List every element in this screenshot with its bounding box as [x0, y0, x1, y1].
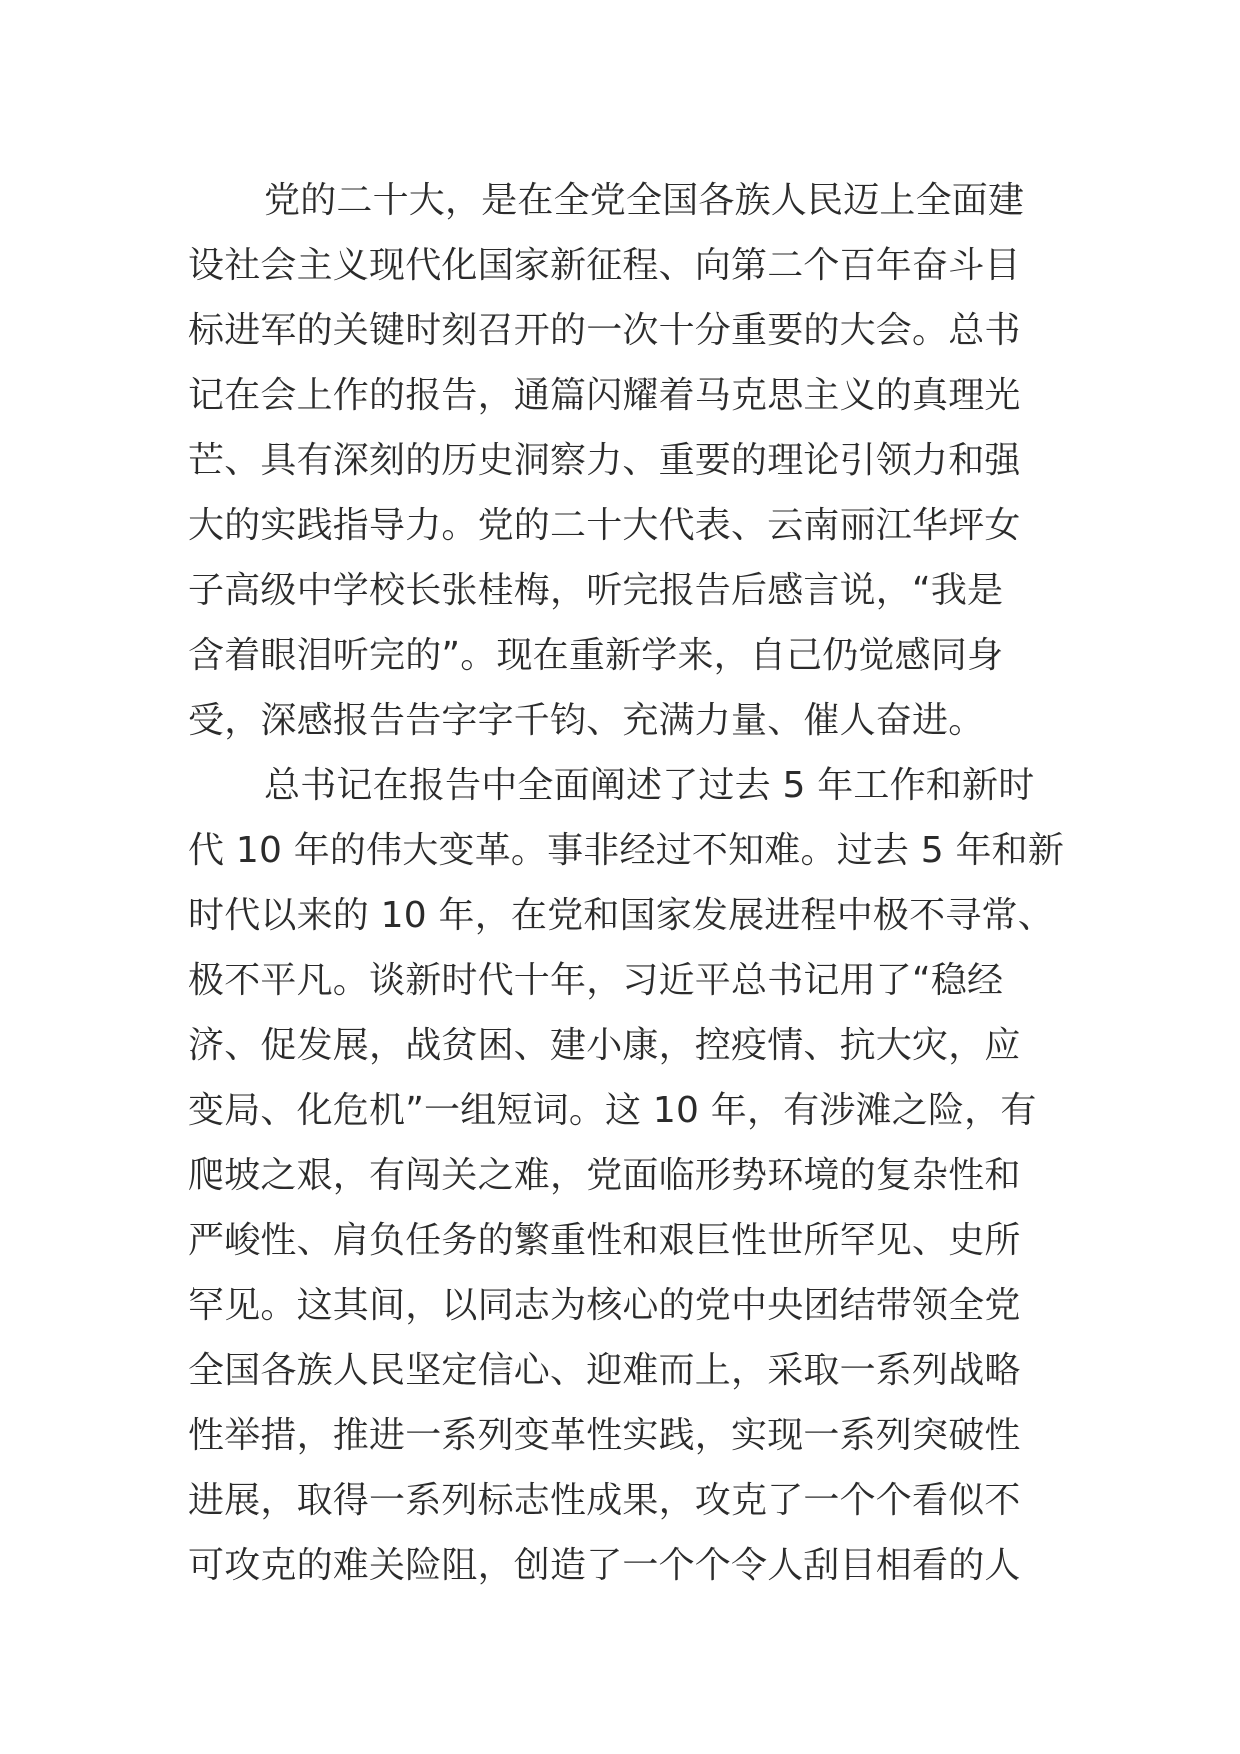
- text-line: 时代以来的 10 年，在党和国家发展进程中极不寻常、: [188, 895, 1054, 936]
- text-line: 记在会上作的报告，通篇闪耀着马克思主义的真理光: [188, 375, 1021, 416]
- text-line: 子高级中学校长张桂梅，听完报告后感言说，“我是: [188, 570, 1004, 611]
- paragraph-2: [188, 753, 1068, 1598]
- text-line: 设社会主义现代化国家新征程、向第二个百年奋斗目: [188, 245, 1021, 286]
- text-line: 受，深感报告告字字千钧、充满力量、催人奋进。: [188, 700, 985, 741]
- text-line: 含着眼泪听完的”。现在重新学来，自己仍觉感同身: [188, 635, 1004, 676]
- text-line: 极不平凡。谈新时代十年，习近平总书记用了“稳经: [188, 960, 1004, 1001]
- text-line: 济、促发展，战贫困、建小康，控疫情、抗大灾，应: [188, 1025, 1021, 1066]
- paragraph-1: [188, 168, 1068, 753]
- text-line: 代 10 年的伟大变革。事非经过不知难。过去 5 年和新: [188, 830, 1065, 871]
- text-line: 标进军的关键时刻召开的一次十分重要的大会。总书: [188, 310, 1021, 351]
- text-line: 可攻克的难关险阻，创造了一个个令人刮目相看的人: [188, 1545, 1021, 1586]
- text-line: 性举措，推进一系列变革性实践，实现一系列突破性: [188, 1415, 1021, 1456]
- text-line: 芒、具有深刻的历史洞察力、重要的理论引领力和强: [188, 440, 1021, 481]
- text-line: 罕见。这其间，以同志为核心的党中央团结带领全党: [188, 1285, 1021, 1326]
- text-line: 总书记在报告中全面阐述了过去 5 年工作和新时: [264, 765, 1035, 806]
- text-line: 严峻性、肩负任务的繁重性和艰巨性世所罕见、史所: [188, 1220, 1021, 1261]
- text-line: 变局、化危机”一组短词。这 10 年，有涉滩之险，有: [188, 1090, 1037, 1131]
- text-line: 大的实践指导力。党的二十大代表、云南丽江华坪女: [188, 505, 1021, 546]
- document-body: [188, 168, 1068, 1598]
- text-line: 爬坡之艰，有闯关之难，党面临形势环境的复杂性和: [188, 1155, 1021, 1196]
- text-line: 进展，取得一系列标志性成果，攻克了一个个看似不: [188, 1480, 1021, 1521]
- text-line: 全国各族人民坚定信心、迎难而上，采取一系列战略: [188, 1350, 1021, 1391]
- text-line: 党的二十大，是在全党全国各族人民迈上全面建: [264, 180, 1025, 221]
